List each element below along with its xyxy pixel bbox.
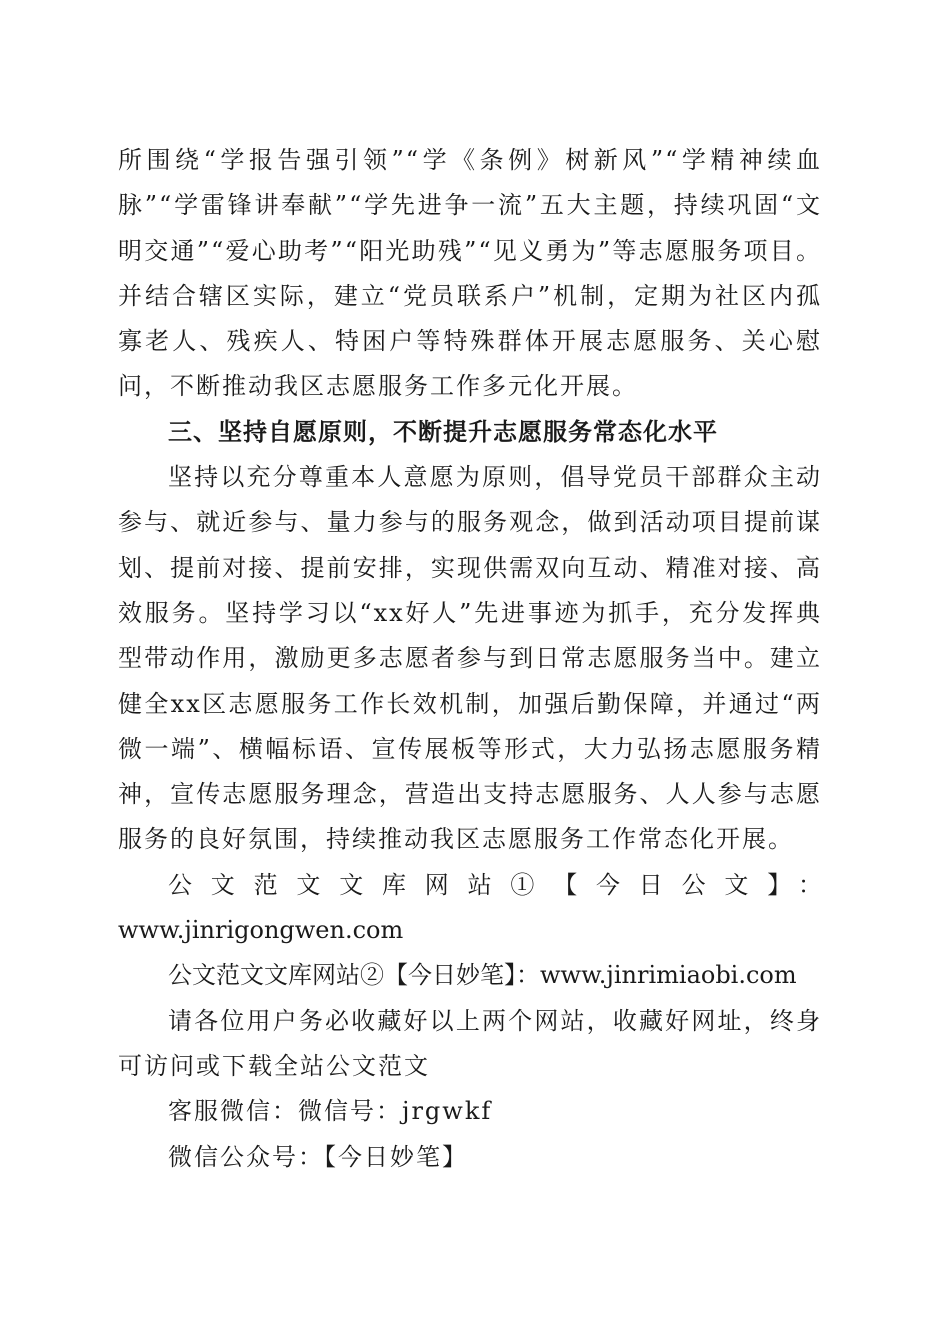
document-page <box>118 138 822 1180</box>
body-paragraph: 所围绕“学报告强引领”“学《条例》树新风”“学精神续血脉”“学雷锋讲奉献”“学先进争一流”五大主题，持续巩固“文明交通”“爱心助考”“阳光助残”“见义勇为”等志愿服务项目。并结合辖区实际，建立“党员联系户”机制，定期为社区内孤寡老人、残疾人、特困户等特殊群体开展志愿服务、关心慰问，不断推动我区志愿服务工作多元化开展。 <box>118 146 822 401</box>
body-paragraph: 坚持以充分尊重本人意愿为原则，倡导党员干部群众主动参与、就近参与、量力参与的服务观念，做到活动项目提前谋划、提前对接、提前安排，实现供需双向互动、精准对接、高效服务。坚持学习以“xx好人”先进事迹为抓手，充分发挥典型带动作用，激励更多志愿者参与到日常志愿服务当中。建立健全xx区志愿服务工作长效机制，加强后勤保障，并通过“两微一端”、横幅标语、宣传展板等形式，大力弘扬志愿服务精神，宣传志愿服务理念，营造出支持志愿服务、人人参与志愿服务的良好氛围，持续推动我区志愿服务工作常态化开展。 <box>118 463 822 854</box>
public-account: 微信公众号：【今日妙笔】 <box>168 1142 468 1171</box>
section-heading: 三、坚持自愿原则，不断提升志愿服务常态化水平 <box>168 417 718 446</box>
website-line-2[interactable]: 公文范文文库网站②【今日妙笔】：www.jinrimiaobi.com <box>168 961 797 990</box>
website-label-1: 公文范文文库网站①【今日公文】： <box>168 870 822 899</box>
website-url-1[interactable]: www.jinrigongwen.com <box>118 916 404 945</box>
service-wechat: 客服微信：微信号：jrgwkf <box>168 1097 493 1126</box>
notice-text: 请各位用户务必收藏好以上两个网站，收藏好网址，终身可访问或下载全站公文范文 <box>118 1006 822 1080</box>
